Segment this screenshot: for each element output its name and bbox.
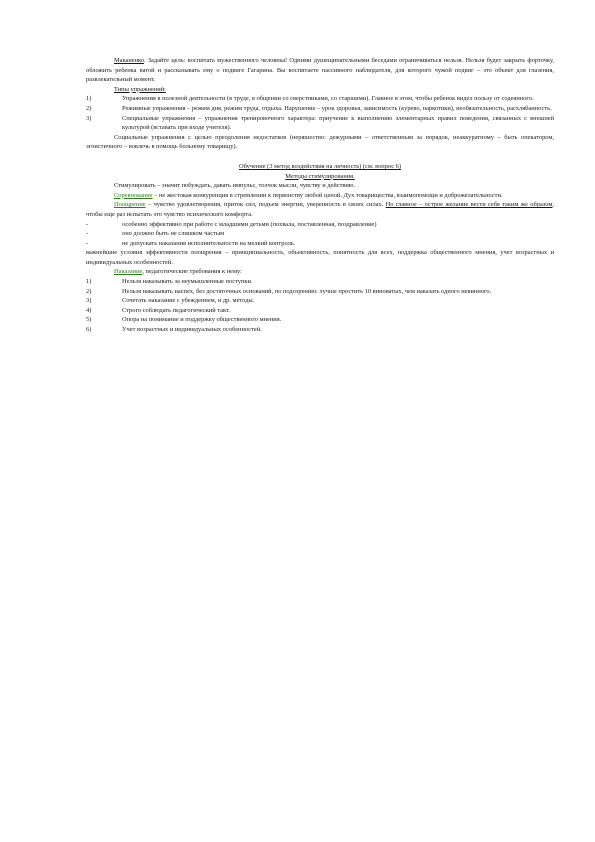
stimulation-definition: Стимулировать – значит побуждать, давать импульс, толчок мысли, чувству и действию.: [114, 182, 356, 190]
list-item: [86, 306, 554, 316]
encouragement-paragraph: [86, 200, 554, 219]
encouragement-bullets: [86, 220, 554, 249]
list-number: 2): [86, 287, 92, 295]
list-item-text: Нельзя наказывать наспех, без достаточных оснований, по подозрению: лучше простить 10 виноватых, чем наказать одного невинного.: [122, 287, 492, 295]
list-item: [86, 287, 554, 297]
punishment-label: Наказание: [114, 268, 143, 276]
list-item: [86, 277, 554, 287]
list-item-text: Учет возрастных и индивидуальных особенностей.: [122, 326, 262, 334]
bullet-icon: -: [86, 220, 89, 228]
encouragement-label: Поощрение: [114, 201, 146, 209]
list-item-text: Опора на понимание и поддержку общественного мнения.: [122, 316, 282, 324]
list-item: [86, 220, 554, 230]
list-number: 3): [86, 114, 92, 122]
makarenko-text: . Задайте цель: воспитать мужественного человека! Одними душещипательными беседами ограничиваться нельзя. Нельзя будет закрыть форточку, обложить ребенка ватой и рассказывать ему о подвиге Гагарина. Вы воспитаете пассивного наблюдателя, для которого чужой подвиг – это объект для глазения, развлекательный момент.: [86, 57, 554, 84]
spacer: [86, 152, 554, 162]
competition-paragraph: [86, 191, 554, 201]
list-item-text: особенно эффективно при работе с младшими детьми (похвала, поставленная, поздравление): [122, 220, 377, 228]
competition-label: Соревнование: [114, 191, 153, 199]
punishment-paragraph: [86, 267, 554, 277]
document-body: [86, 56, 554, 335]
list-item-text: Строго соблюдать педагогический такт.: [122, 306, 230, 314]
competition-text: – не жестокая конкуренция в стремлении к первенству любой ценой. Дух товарищества, взаимопомощи и доброжелательности.: [152, 191, 503, 199]
list-number: 6): [86, 326, 92, 334]
list-number: 1): [86, 95, 92, 103]
list-item: [86, 114, 554, 133]
list-item: [86, 94, 554, 104]
list-item: [86, 239, 554, 249]
list-item-text: Режимные упражнения – режим дня, режим труда, отдыха. Нарушение – урок здоровья, зависимость (курево, наркотики), необязательность, расхлябанность.: [122, 104, 552, 112]
types-heading-line: [86, 85, 554, 95]
list-item: [86, 229, 554, 239]
list-item-text: Специальные упражнения – упражнения тренировочного характера: приучение к выполнению элементарных правил поведения, связанных с внешней культурой (вставать при входе учителя).: [122, 114, 554, 132]
types-heading: Типы упражнений:: [114, 85, 166, 93]
encouragement-tail: , чтобы еще раз испытать это чувство психического комфорта.: [86, 201, 555, 218]
section-subtitle: Методы стимулирования.: [285, 172, 355, 180]
list-number: 4): [86, 306, 92, 314]
list-item-text: Сочетать наказание с убеждением, и др. методы.: [122, 297, 255, 305]
bullet-icon: -: [86, 230, 89, 238]
list-number: 2): [86, 104, 92, 112]
encouragement-emphasis: Но главное – острое желание вести себя таким же образом: [385, 201, 553, 209]
list-item-text: оно должно быть не слишком частым: [122, 230, 225, 238]
types-list: [86, 94, 554, 132]
list-item-text: не допускать наказания исполнительности на мелкий контроль.: [122, 239, 296, 247]
bullet-icon: -: [86, 239, 89, 247]
list-number: 5): [86, 316, 92, 324]
makarenko-label: Маканенко: [114, 57, 145, 64]
conditions-paragraph: важнейшие условия эффективности поощрения – принципиальность, объективность, понятность для всех, поддержка общественного мнения, учет возрастных и индивидуальных особенностей.: [86, 249, 554, 266]
punishment-rules-list: [86, 277, 554, 335]
list-item-text: Упражнения в полезной деятельности (в труде, в общении со сверстниками, со старшими). Главное в этом, чтобы ребенок видел пользу от содеянного.: [122, 95, 534, 103]
list-number: 1): [86, 278, 92, 286]
social-exercises-paragraph: Социальные упражнения с целью преодоления недостатков (неряшество: дежурными – ответственным за порядок, неаккуратному – быть опекатором, эгоистичного – вовлечь в помощь больному товарищу).: [86, 133, 554, 151]
list-item: [86, 325, 554, 335]
section-title: Обучение (3 метод воздействия на личность) (см. вопрос 6): [238, 162, 402, 170]
list-item: [86, 104, 554, 114]
encouragement-text: – чувство удовлетворения, приток сил, подъем энергии, уверенность в своих силах.: [145, 201, 386, 209]
punishment-text: , педагогические требования к нему:: [142, 268, 242, 276]
list-item-text: Нельзя наказывать за неумышленные поступки.: [122, 278, 253, 286]
list-number: 3): [86, 297, 92, 305]
list-item: [86, 296, 554, 306]
makarenko-paragraph: [86, 56, 554, 85]
list-item: [86, 315, 554, 325]
